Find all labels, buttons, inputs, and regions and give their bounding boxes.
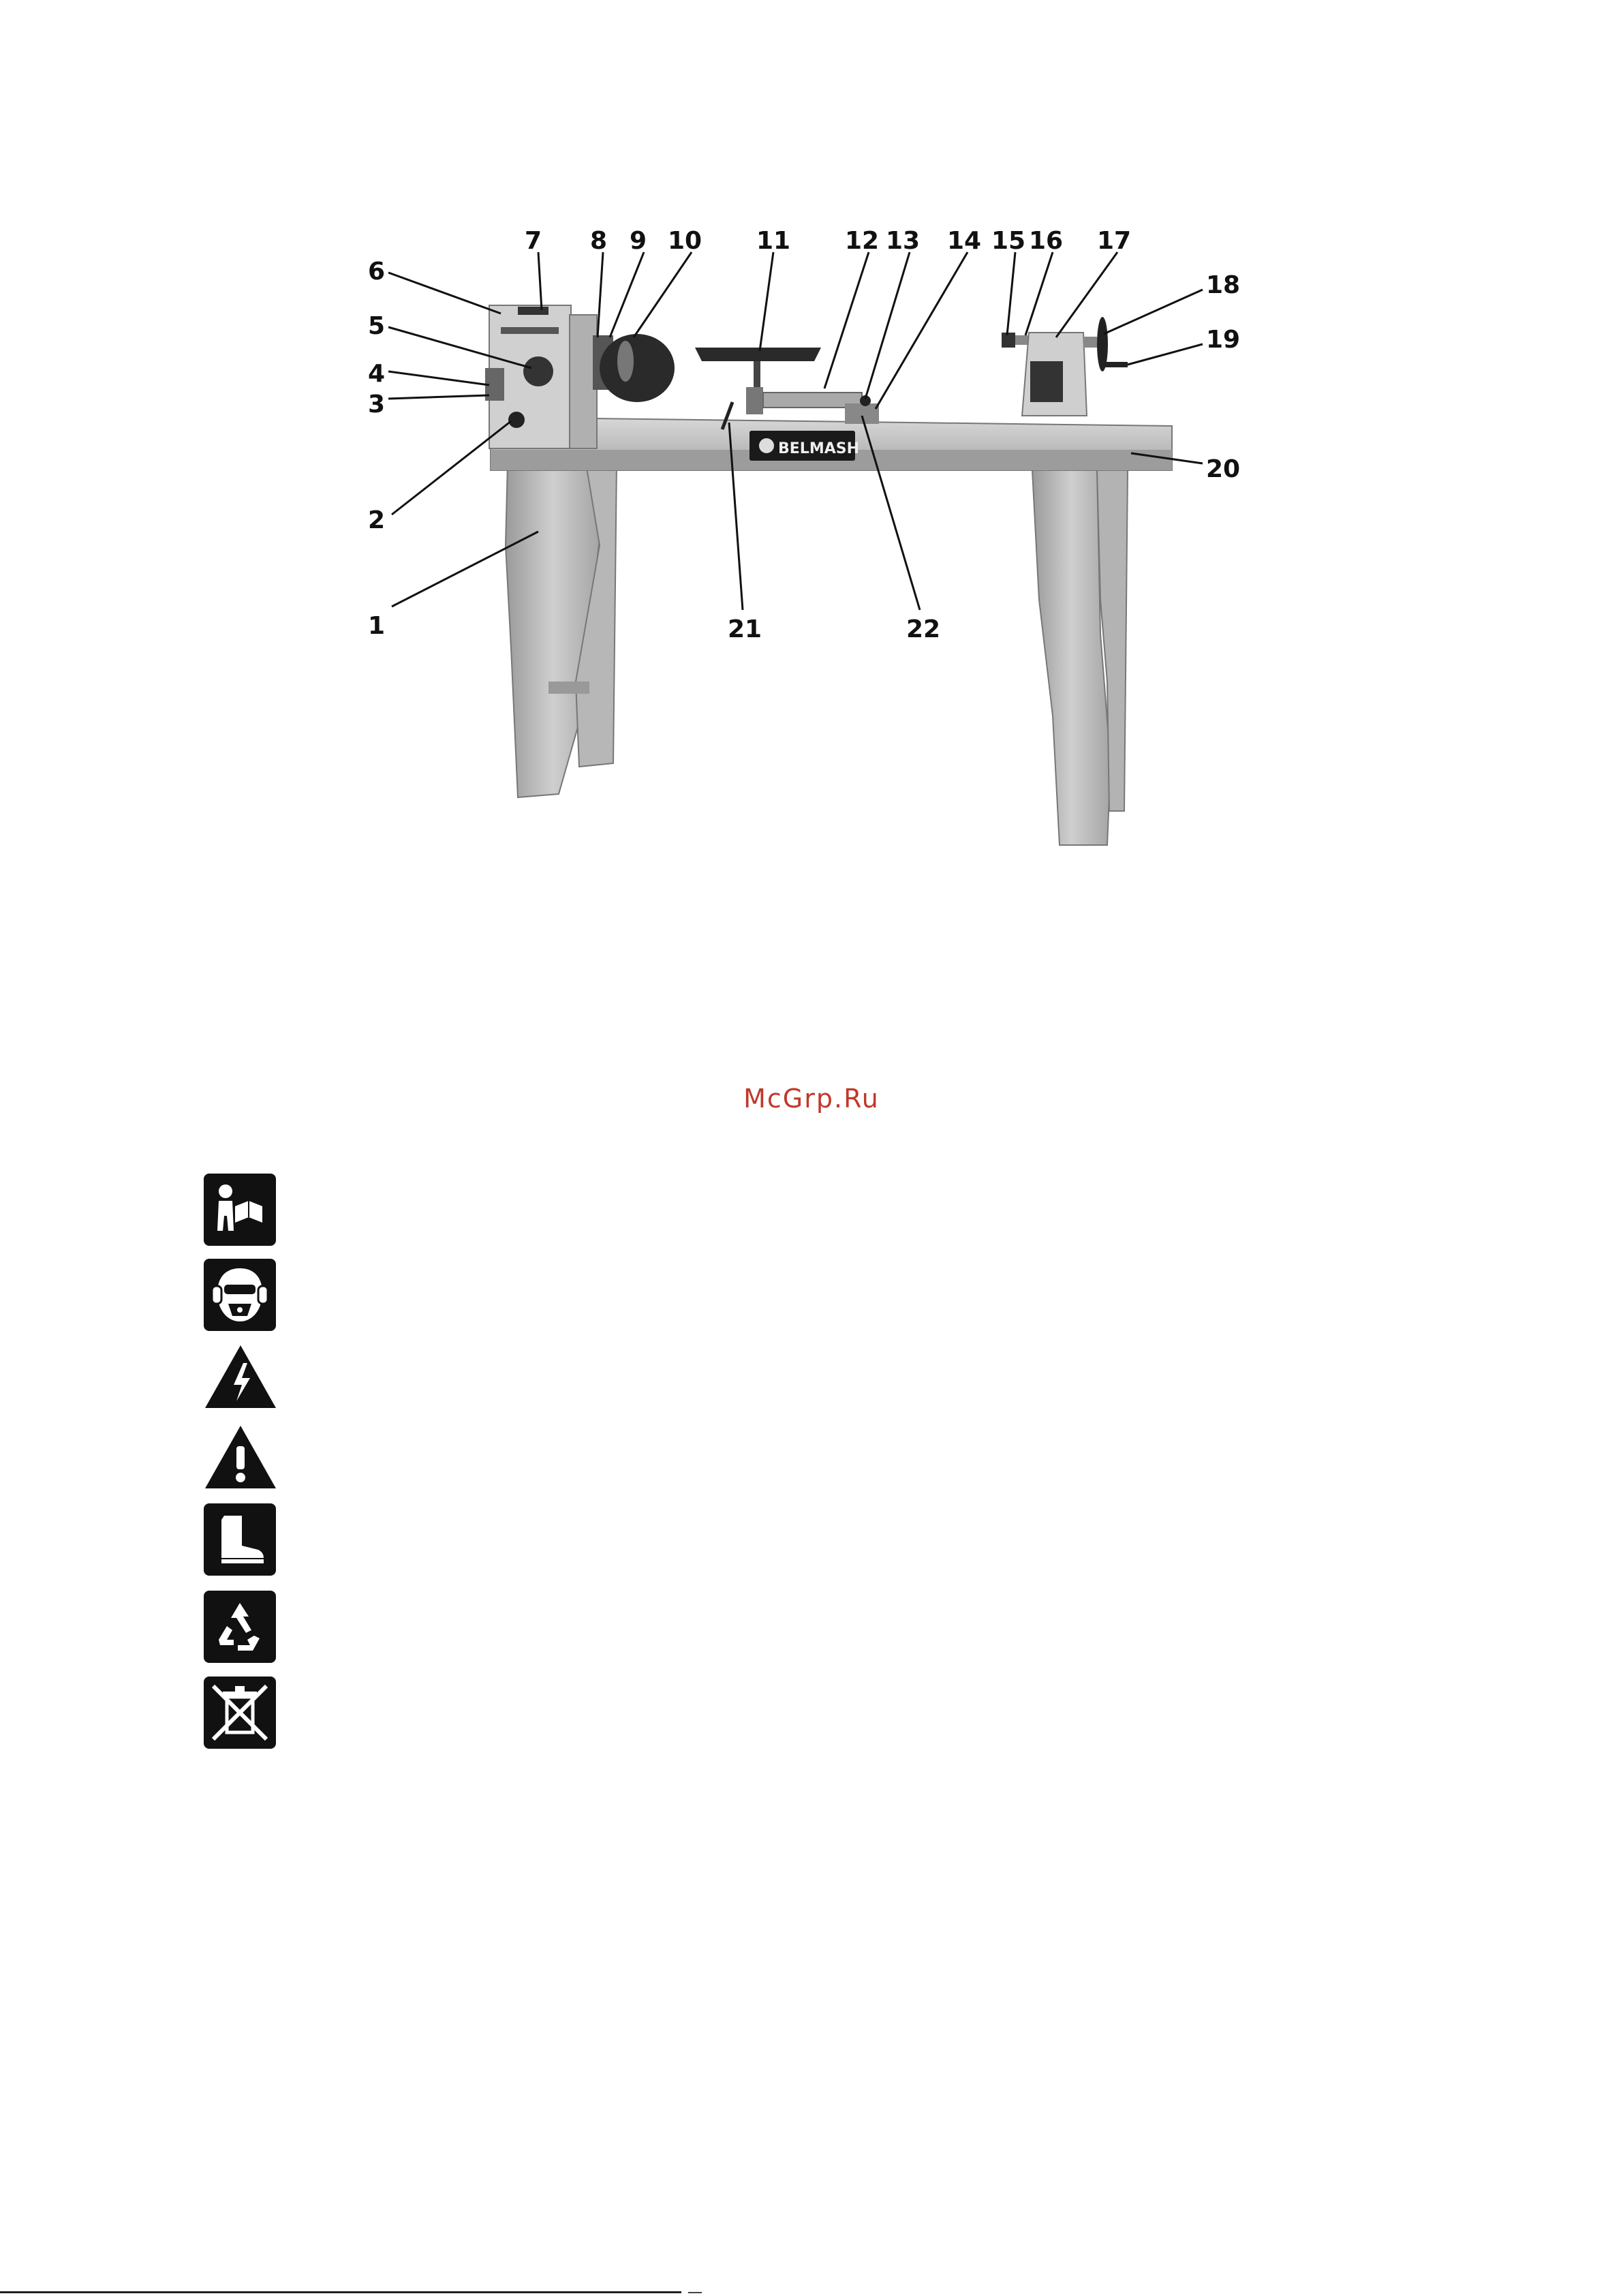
callout-6: 6 — [368, 258, 386, 286]
brand-plate-text: BELMASH — [778, 440, 859, 457]
bottom-rule — [0, 2291, 681, 2293]
electric-hazard-icon — [202, 1343, 279, 1411]
wood-lathe-diagram — [0, 0, 1623, 886]
callout-21: 21 — [728, 615, 762, 643]
callout-18: 18 — [1206, 271, 1241, 299]
watermark: McGrp.Ru — [743, 1084, 880, 1114]
callout-20: 20 — [1206, 455, 1241, 483]
callout-15: 15 — [991, 227, 1026, 255]
callout-16: 16 — [1029, 227, 1064, 255]
callout-14: 14 — [947, 227, 982, 255]
callout-22: 22 — [906, 615, 941, 643]
callout-9: 9 — [630, 227, 647, 255]
right-leg — [1032, 470, 1128, 845]
ear-eye-respiratory-protection-icon — [204, 1259, 276, 1331]
callout-2: 2 — [368, 506, 386, 534]
callout-13: 13 — [886, 227, 921, 255]
callout-17: 17 — [1097, 227, 1132, 255]
left-leg — [506, 463, 617, 797]
callout-5: 5 — [368, 312, 386, 340]
tool-rest — [695, 348, 879, 429]
crossed-out-bin-icon — [204, 1677, 276, 1749]
callout-1: 1 — [368, 612, 386, 640]
bottom-rule-tick — [688, 2292, 702, 2293]
general-warning-icon — [202, 1423, 279, 1491]
callout-4: 4 — [368, 360, 386, 388]
callout-3: 3 — [368, 391, 386, 418]
read-manual-icon — [204, 1174, 276, 1246]
safety-boots-icon — [204, 1503, 276, 1576]
callout-8: 8 — [590, 227, 608, 255]
recycle-icon — [204, 1591, 276, 1663]
callout-7: 7 — [525, 227, 542, 255]
callout-19: 19 — [1206, 326, 1241, 354]
callout-11: 11 — [756, 227, 791, 255]
callout-12: 12 — [845, 227, 880, 255]
callout-10: 10 — [668, 227, 702, 255]
